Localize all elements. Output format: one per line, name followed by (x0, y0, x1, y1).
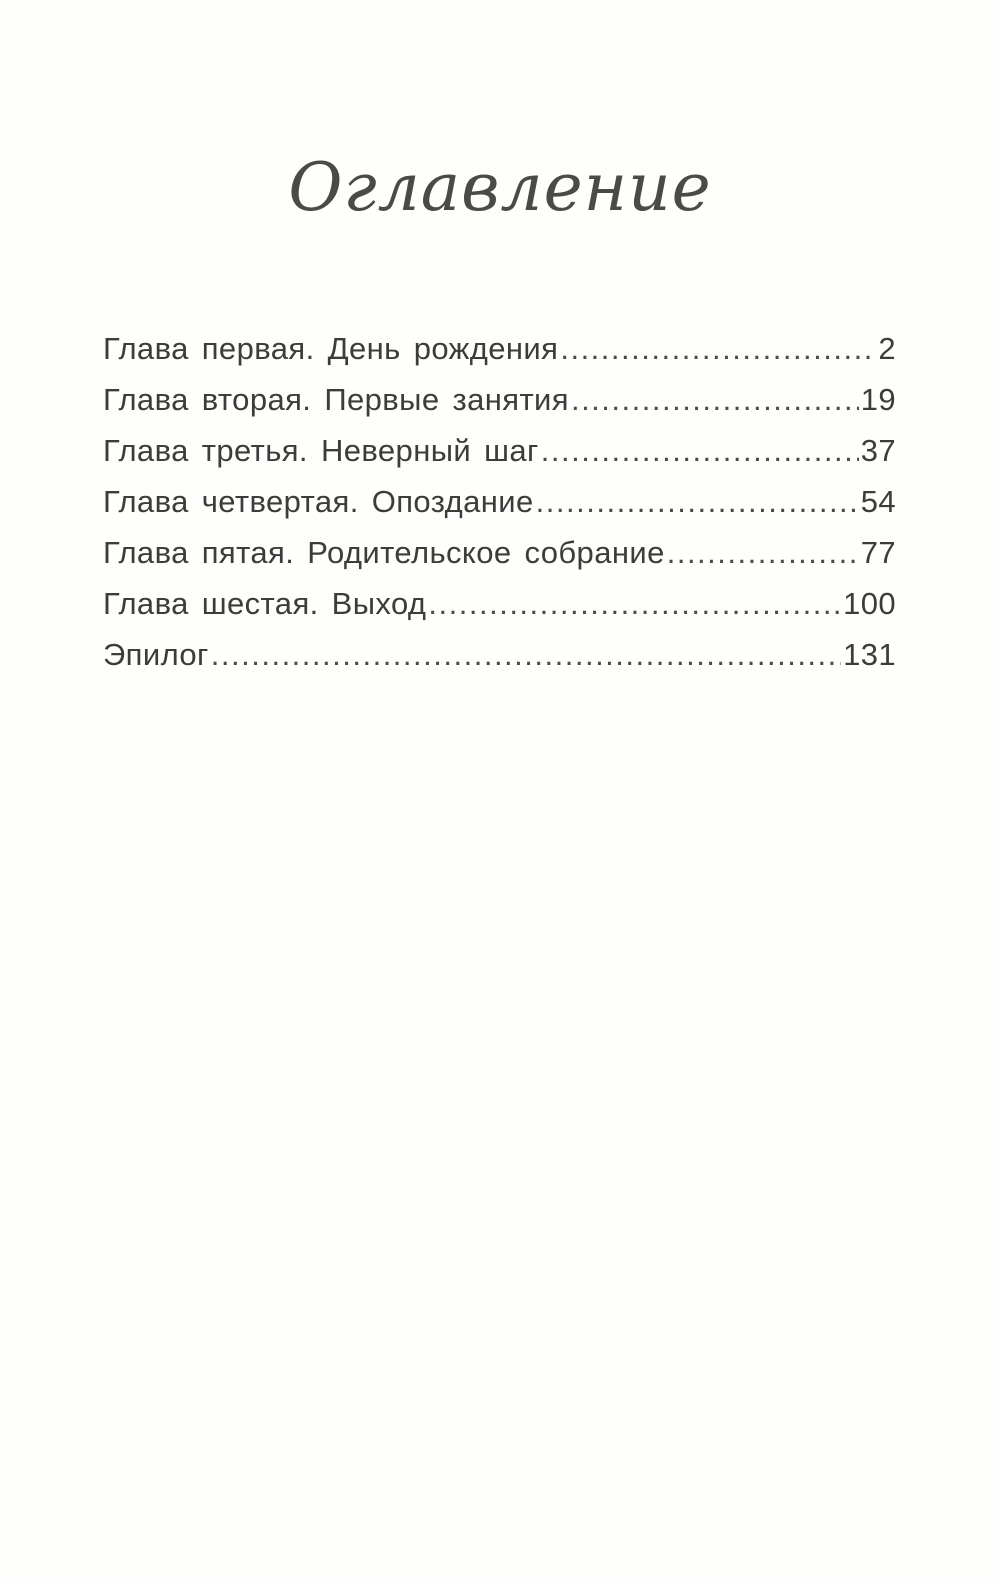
toc-entry-page-number: 2 (878, 331, 896, 366)
toc-entry-label: Глава пятая. Родительское собрание (103, 535, 665, 570)
toc-entry-page-number: 19 (860, 382, 896, 417)
toc-dot-leader (428, 578, 841, 629)
toc-entry-page-number: 54 (860, 484, 896, 519)
toc-entry-label: Эпилог (103, 637, 209, 672)
toc-entry-page-number: 100 (843, 586, 896, 621)
toc-entry-chapter-5 (103, 527, 896, 578)
toc-dot-leader (667, 527, 859, 578)
table-of-contents (103, 323, 896, 680)
toc-entry-chapter-6 (103, 578, 896, 629)
toc-entry-label: Глава шестая. Выход (103, 586, 427, 621)
toc-entry-chapter-4 (103, 476, 896, 527)
toc-entry-label: Глава третья. Неверный шаг (103, 433, 539, 468)
toc-entry-page-number: 37 (860, 433, 896, 468)
toc-entry-page-number: 131 (843, 637, 896, 672)
toc-entry-label: Глава первая. День рождения (103, 331, 559, 366)
page-title: Оглавление (288, 149, 712, 226)
toc-dot-leader (571, 374, 859, 425)
toc-dot-leader (541, 425, 859, 476)
toc-entry-chapter-3 (103, 425, 896, 476)
toc-entry-epilogue (103, 629, 896, 680)
toc-dot-leader (211, 629, 841, 680)
toc-entry-chapter-2 (103, 374, 896, 425)
toc-dot-leader (560, 323, 876, 374)
toc-entry-label: Глава вторая. Первые занятия (103, 382, 569, 417)
toc-entry-label: Глава четвертая. Опоздание (103, 484, 534, 519)
toc-entry-chapter-1 (103, 323, 896, 374)
toc-dot-leader (536, 476, 859, 527)
toc-entry-page-number: 77 (860, 535, 896, 570)
